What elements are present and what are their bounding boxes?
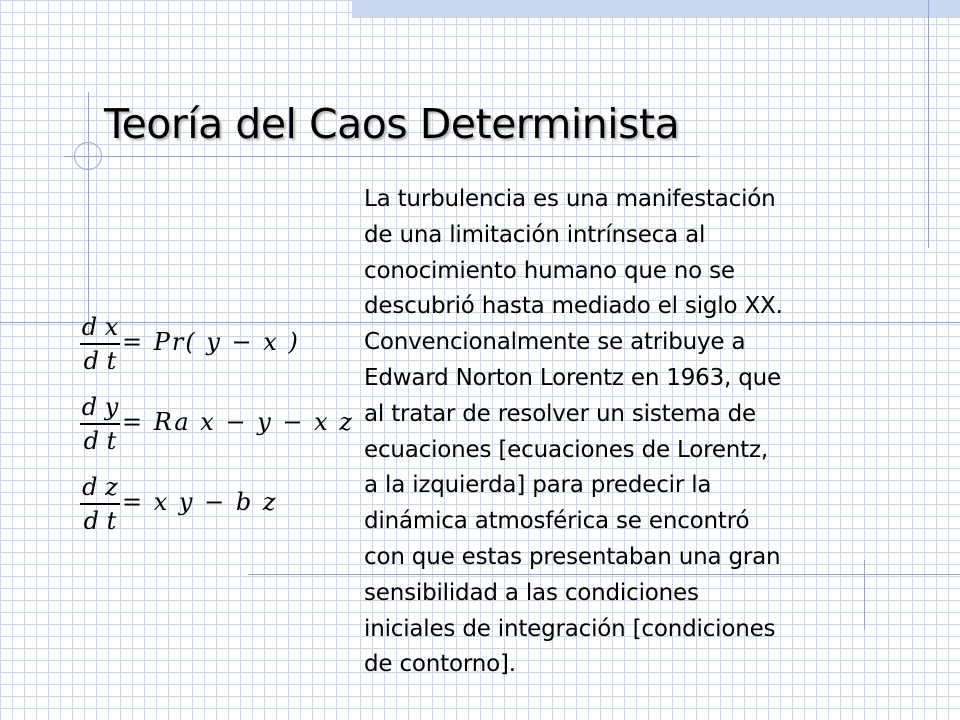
top-decorative-bar (352, 0, 960, 18)
denominator: d t (83, 347, 117, 375)
fraction-bar (80, 343, 120, 345)
vertical-rule-right (928, 0, 929, 248)
equation-dx (80, 312, 340, 392)
fraction-dy-dt (80, 392, 120, 456)
slide-title: Teoría del Caos Determinista (104, 100, 680, 148)
numerator: d z (82, 473, 118, 501)
vertical-rule-left (88, 92, 89, 334)
numerator: d x (81, 313, 119, 341)
fraction-bar (80, 423, 120, 425)
equation-rhs: = Ra x − y − x z (122, 408, 354, 436)
equation-rhs: = x y − b z (122, 488, 278, 516)
horizontal-rule-title (64, 156, 700, 157)
equation-rhs: = Pr( y − x ) (122, 328, 300, 356)
circle-ornament-title (74, 142, 102, 170)
denominator: d t (83, 427, 117, 455)
fraction-bar (80, 503, 120, 505)
fraction-dz-dt (80, 472, 120, 536)
numerator: d y (81, 393, 119, 421)
slide-body-text: La turbulencia es una manifestación de una limitación intrínseca al conocimiento humano que no se descubrió hasta mediado el siglo XX. Convencionalmente se atribuye a Edward Norton Lorentz en 1963, que al tratar de resolver un sistema de ecuaciones [ecuaciones de Lorentz, a la izquierda] para predecir la dinámica atmosférica se encontró con que estas presentaban una gran sensibilidad a las condiciones iniciales de integración [condiciones de contorno]. (364, 186, 783, 678)
equation-dz (80, 472, 340, 552)
denominator: d t (83, 507, 117, 535)
equation-dy (80, 392, 354, 472)
lorenz-equations (80, 312, 354, 552)
fraction-dx-dt (80, 312, 120, 376)
